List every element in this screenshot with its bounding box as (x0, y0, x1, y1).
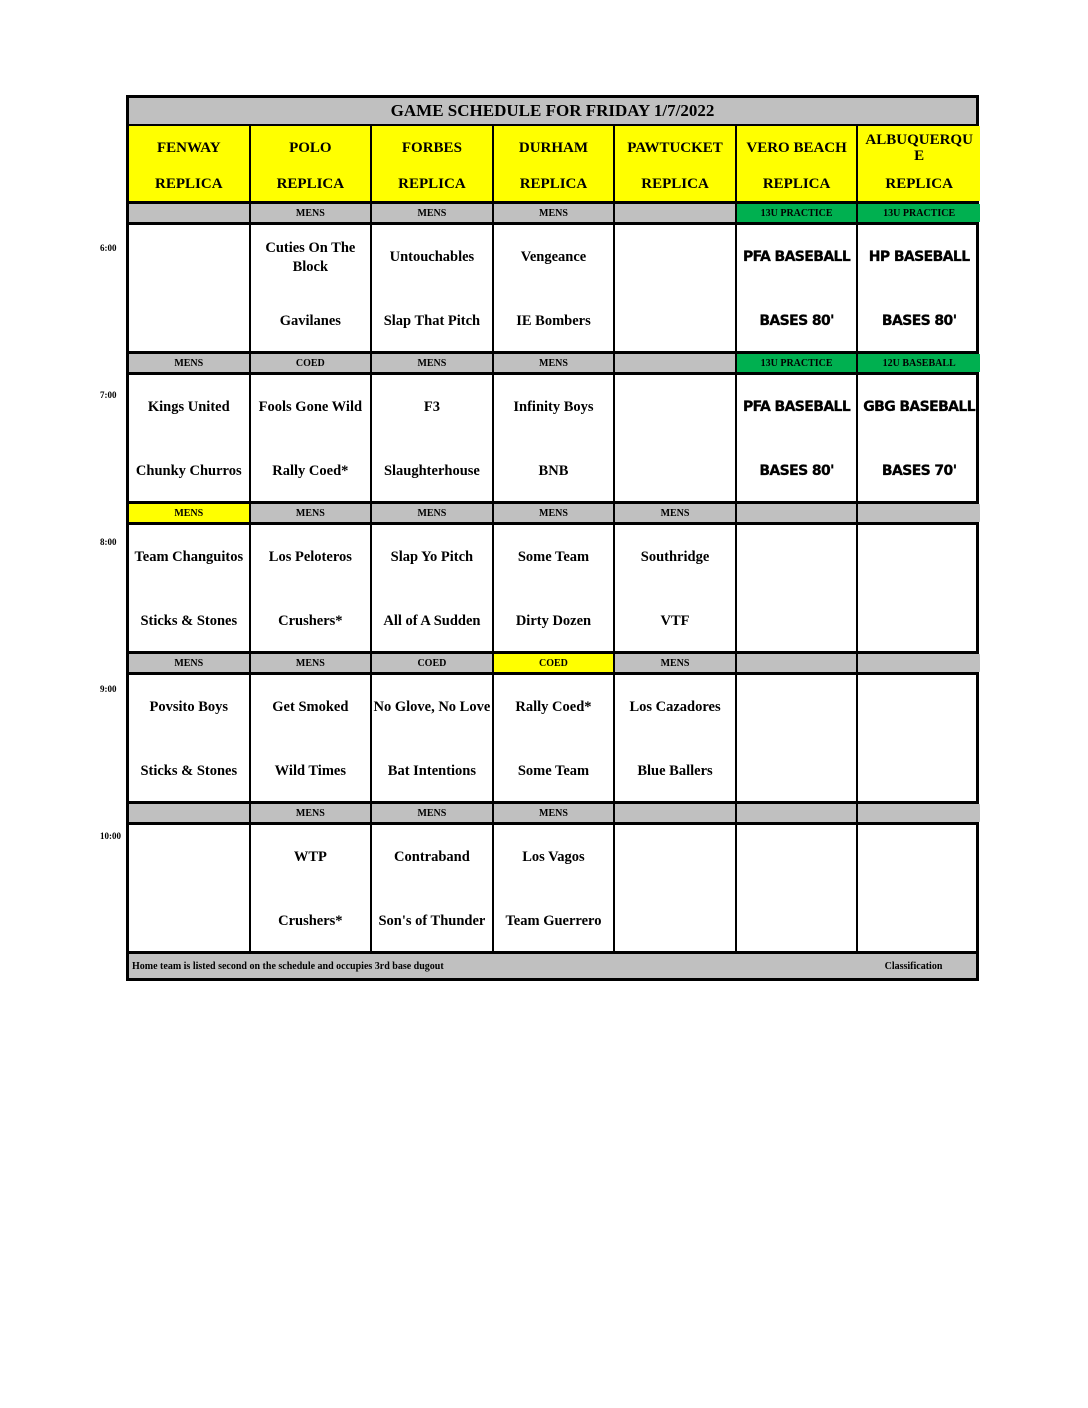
game-cell (737, 675, 859, 801)
classification-cell (129, 204, 251, 222)
home-team: Chunky Churros (135, 462, 242, 479)
classification-cell: MENS (372, 804, 494, 822)
home-team: Slap That Pitch (383, 312, 481, 329)
classification-cell: MENS (372, 504, 494, 522)
classification-cell: MENS (615, 654, 737, 672)
away-team: No Glove, No Love (373, 699, 491, 715)
classification-cell: MENS (251, 654, 373, 672)
away-team (615, 385, 735, 430)
away-team: WTP (293, 849, 327, 865)
away-team (737, 835, 857, 880)
field-name: POLO (289, 139, 332, 156)
home-team: Team Guerrero (505, 912, 602, 929)
home-team: Rally Coed* (272, 462, 349, 479)
away-team (615, 235, 735, 280)
game-cell (494, 675, 616, 801)
away-team: Team Changuitos (134, 549, 244, 565)
classification-cell: COED (251, 354, 373, 372)
game-cell (858, 375, 980, 501)
away-team: Los Cazadores (629, 699, 721, 715)
game-row (129, 525, 976, 654)
home-team: Crushers* (278, 612, 343, 629)
away-team: Kings United (147, 399, 230, 415)
home-team (858, 901, 980, 941)
field-type: REPLICA (885, 176, 953, 192)
home-team: Crushers* (278, 912, 343, 929)
away-team: HP BASEBALL (868, 249, 970, 265)
classification-row (129, 804, 976, 825)
home-team: IE Bombers (516, 312, 591, 329)
field-type: REPLICA (155, 176, 223, 192)
game-cell (251, 825, 373, 951)
classification-cell: MENS (129, 354, 251, 372)
away-team (858, 835, 980, 880)
game-cell (858, 225, 980, 351)
home-team (615, 301, 735, 341)
game-row (129, 825, 976, 954)
classification-cell (615, 804, 737, 822)
classification-cell: MENS (251, 504, 373, 522)
home-team: All of A Sudden (383, 612, 481, 629)
away-team (858, 535, 980, 580)
away-team: Untouchables (389, 249, 475, 265)
classification-cell (129, 804, 251, 822)
away-team: F3 (423, 399, 440, 415)
game-cell (615, 525, 737, 651)
classification-cell: 12U BASEBALL (858, 354, 980, 372)
field-header (615, 126, 737, 201)
game-cell (737, 825, 859, 951)
away-team: Some Team (517, 549, 590, 565)
field-name: FORBES (401, 139, 462, 156)
classification-cell: MENS (372, 204, 494, 222)
away-team: Southridge (640, 549, 710, 565)
away-team (615, 835, 735, 880)
home-team (858, 751, 980, 791)
away-team (129, 835, 249, 880)
game-cell (494, 825, 616, 951)
away-team: Infinity Boys (513, 399, 594, 415)
home-team: Some Team (517, 762, 590, 779)
schedule-title: GAME SCHEDULE FOR FRIDAY 1/7/2022 (129, 98, 976, 126)
home-team: BASES 80' (759, 312, 834, 329)
field-name: ALBUQUERQU E (865, 132, 973, 164)
away-team: Los Vagos (522, 849, 585, 865)
classification-cell: MENS (372, 354, 494, 372)
classification-cell: MENS (494, 354, 616, 372)
field-name: DURHAM (518, 139, 589, 156)
classification-label: Classification (884, 960, 943, 972)
game-cell (737, 225, 859, 351)
game-cell (251, 525, 373, 651)
classification-cell (858, 654, 980, 672)
game-cell (615, 225, 737, 351)
game-cell (372, 375, 494, 501)
classification-cell: MENS (494, 504, 616, 522)
classification-cell (737, 804, 859, 822)
home-team (858, 601, 980, 641)
game-cell (372, 225, 494, 351)
away-team (737, 535, 857, 580)
footer-row (129, 954, 976, 978)
classification-cell: MENS (494, 804, 616, 822)
field-name: FENWAY (156, 139, 221, 156)
game-cell (372, 675, 494, 801)
classification-cell: 13U PRACTICE (737, 204, 859, 222)
time-label: 6:00 (100, 243, 117, 253)
schedule-table (126, 95, 979, 981)
classification-row (129, 204, 976, 225)
home-team (737, 601, 857, 641)
away-team: GBG BASEBALL (863, 399, 976, 415)
home-team: Son's of Thunder (378, 912, 486, 929)
game-cell (494, 375, 616, 501)
classification-cell: 13U PRACTICE (858, 204, 980, 222)
home-team (737, 901, 857, 941)
field-type: REPLICA (276, 176, 345, 192)
time-label: 10:00 (100, 831, 121, 841)
game-cell (129, 375, 251, 501)
game-cell (615, 825, 737, 951)
field-header-row (129, 126, 976, 204)
away-team: Los Peloteros (268, 549, 352, 565)
classification-cell: COED (372, 654, 494, 672)
away-team: Cuties On The Block (265, 239, 356, 275)
classification-cell: MENS (494, 204, 616, 222)
field-type: REPLICA (641, 176, 709, 192)
time-label: 8:00 (100, 537, 117, 547)
field-type: REPLICA (762, 176, 831, 192)
field-header (372, 126, 494, 201)
game-cell (129, 525, 251, 651)
time-label: 7:00 (100, 390, 117, 400)
game-row (129, 675, 976, 804)
home-team: VTF (660, 612, 690, 629)
field-header (251, 126, 373, 201)
home-team: Sticks & Stones (140, 612, 238, 629)
home-team: Bat Intentions (387, 762, 477, 779)
away-team (129, 235, 249, 280)
field-header (858, 126, 980, 201)
home-team-note: Home team is listed second on the schedule and occupies 3rd base dugout (132, 960, 444, 972)
away-team (737, 685, 857, 730)
classification-cell (737, 654, 859, 672)
field-header (494, 126, 616, 201)
field-name: PAWTUCKET (627, 139, 723, 156)
field-header (129, 126, 251, 201)
home-team (129, 301, 249, 341)
game-cell (858, 525, 980, 651)
game-row (129, 225, 976, 354)
game-cell (494, 225, 616, 351)
game-cell (737, 525, 859, 651)
time-label: 9:00 (100, 684, 117, 694)
away-team: PFA BASEBALL (742, 249, 851, 265)
home-team: Dirty Dozen (515, 612, 592, 629)
home-team: BASES 70' (881, 462, 957, 479)
game-cell (129, 225, 251, 351)
game-cell (615, 675, 737, 801)
away-team: Rally Coed* (515, 699, 592, 715)
game-cell (494, 525, 616, 651)
game-cell (129, 825, 251, 951)
away-team: Get Smoked (272, 699, 349, 715)
away-team (858, 685, 980, 730)
game-cell (372, 525, 494, 651)
classification-cell: MENS (129, 654, 251, 672)
classification-cell: MENS (251, 204, 373, 222)
field-type: REPLICA (519, 176, 588, 192)
away-team: Contraband (394, 849, 470, 865)
time-slots (129, 204, 976, 954)
game-cell (615, 375, 737, 501)
game-cell (858, 675, 980, 801)
classification-cell (615, 354, 737, 372)
away-team: Slap Yo Pitch (390, 549, 474, 565)
home-team (737, 751, 857, 791)
classification-cell: MENS (251, 804, 373, 822)
game-cell (858, 825, 980, 951)
classification-cell: MENS (129, 504, 251, 522)
classification-row (129, 354, 976, 375)
away-team: Vengeance (520, 249, 587, 265)
classification-cell (858, 804, 980, 822)
game-cell (372, 825, 494, 951)
home-team: Slaughterhouse (383, 462, 480, 479)
game-cell (251, 675, 373, 801)
home-team (615, 901, 735, 941)
away-team: Fools Gone Wild (258, 399, 363, 415)
classification-row (129, 504, 976, 525)
field-header (737, 126, 859, 201)
classification-cell: COED (494, 654, 616, 672)
home-team: Wild Times (274, 762, 346, 779)
away-team: PFA BASEBALL (742, 399, 851, 415)
home-team: Blue Ballers (637, 762, 713, 779)
home-team: BASES 80' (759, 462, 834, 479)
home-team: BASES 80' (881, 312, 957, 329)
field-type: REPLICA (398, 176, 466, 192)
home-team: BNB (538, 462, 569, 479)
home-team (615, 451, 735, 491)
classification-cell: 13U PRACTICE (737, 354, 859, 372)
game-cell (737, 375, 859, 501)
classification-cell (615, 204, 737, 222)
classification-cell (737, 504, 859, 522)
home-team: Sticks & Stones (140, 762, 238, 779)
away-team: Povsito Boys (149, 699, 229, 715)
game-cell (129, 675, 251, 801)
field-name: VERO BEACH (746, 139, 847, 156)
game-cell (251, 225, 373, 351)
classification-row (129, 654, 976, 675)
home-team: Gavilanes (279, 312, 341, 329)
classification-cell: MENS (615, 504, 737, 522)
game-cell (251, 375, 373, 501)
home-team (129, 901, 249, 941)
game-row (129, 375, 976, 504)
classification-cell (858, 504, 980, 522)
